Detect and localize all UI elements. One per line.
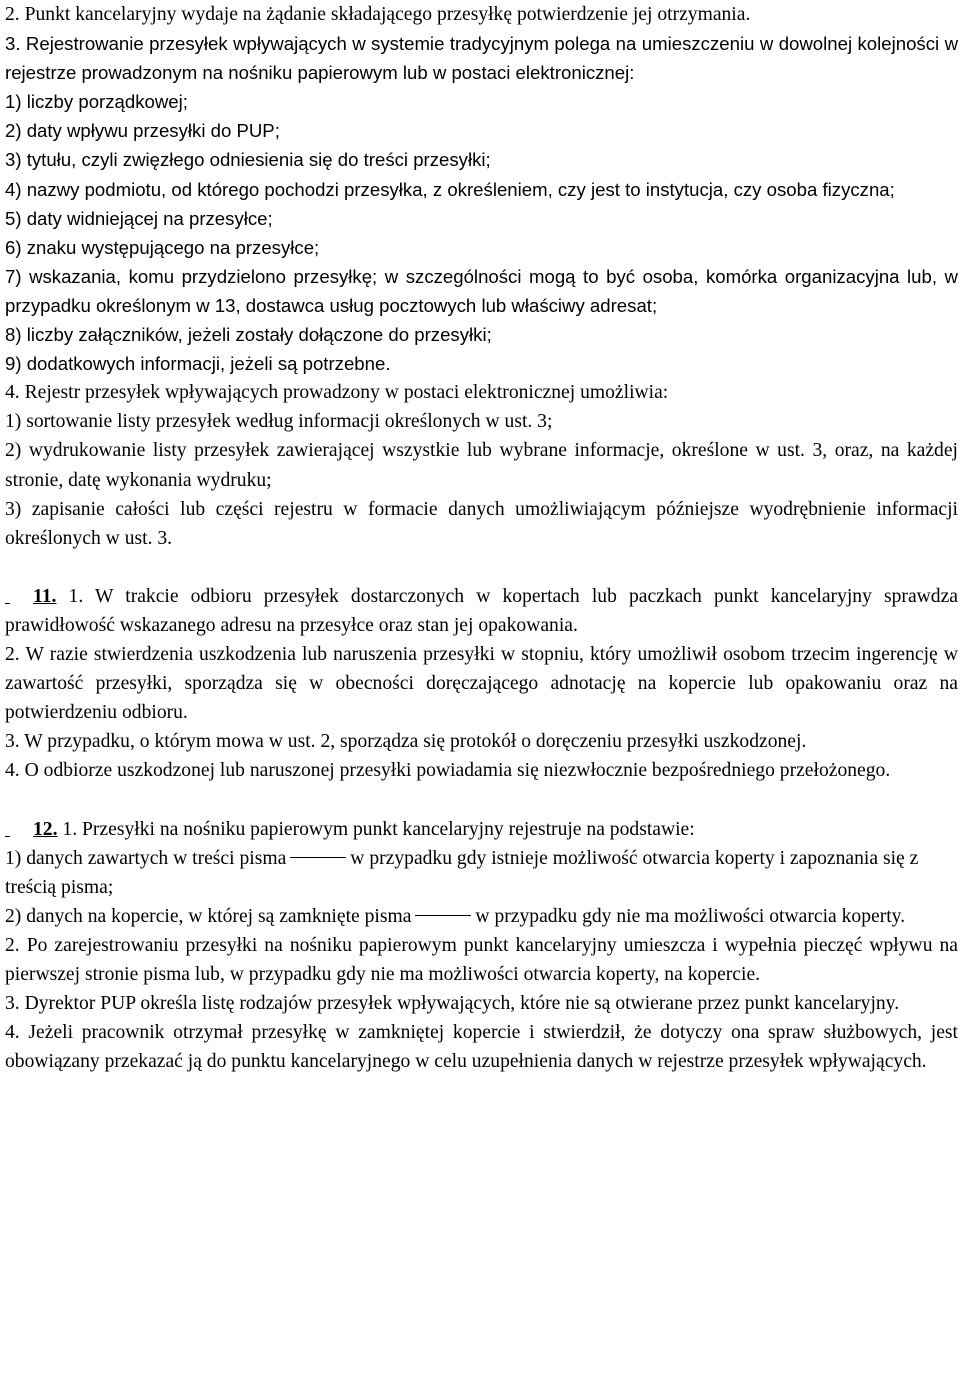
list-item: 3) tytułu, czyli zwięzłego odniesienia się do treści przesyłki; — [5, 149, 491, 171]
section-gap — [5, 786, 958, 815]
paragraph-10-4-intro: 4. Rejestr przesyłek wpływających prowadzony w postaci elektronicznej umożliwia: — [5, 382, 669, 404]
section-11-paragraph-4: 4. O odbiorze uszkodzonej lub naruszonej przesyłki powiadamia się niezwłocznie bezpośredniego przełożonego. — [5, 760, 891, 782]
section-11-paragraph-1: 11. 1. W trakcie odbioru przesyłek dostarczonych w kopertach lub paczkach punkt kancelaryjny sprawdza prawidłowość wskazanego adresu na przesyłce oraz stan jej opakowania. — [5, 585, 958, 636]
list-item: 2) daty wpływu przesyłki do PUP; — [5, 120, 280, 142]
section-12-paragraph-1: 12. 1. Przesyłki na nośniku papierowym punkt kancelaryjny rejestruje na podstawie: — [33, 818, 695, 840]
list-item: 1) danych zawartych w treści pisma w przypadku gdy istnieje możliwość otwarcia koperty i zapoznania się z treścią pisma; — [5, 847, 919, 898]
paragraph-10-3 — [5, 29, 958, 378]
list-item: 2) wydrukowanie listy przesyłek zawierającej wszystkie lub wybrane informacje, określone w ust. 3, oraz, na każdej stronie, datę wykonania wydruku; — [5, 440, 958, 491]
list-item: 4) nazwy podmiotu, od którego pochodzi przesyłka, z określeniem, czy jest to instytucja, czy osoba fizyczna; — [5, 178, 895, 200]
section-12-paragraph-4: 4. Jeżeli pracownik otrzymał przesyłkę w zamkniętej kopercie i stwierdził, że dotyczy ona spraw służbowych, jest obowiązany przekazać ją do punktu kancelaryjnego w celu uzupełnienia danych w rejestrze przesyłek wpływających. — [5, 1022, 958, 1073]
paragraph-10-2: 2. Punkt kancelaryjny wydaje na żądanie składającego przesyłkę potwierdzenie jej otrzymania. — [5, 4, 751, 25]
list-item: 9) dodatkowych informacji, jeżeli są potrzebne. — [5, 353, 391, 375]
list-item: 2) danych na kopercie, w której są zamknięte pisma w przypadku gdy nie ma możliwości otwarcia koperty. — [5, 905, 906, 927]
em-dash — [290, 857, 346, 858]
list-item: 1) liczby porządkowej; — [5, 91, 188, 113]
section-11-paragraph-2: 2. W razie stwierdzenia uszkodzenia lub naruszenia przesyłki w stopniu, który umożliwił osobom trzecim ingerencję w zawartość przesyłki, sporządza się w obecności doręczającego adnotację na kopercie lub opakowaniu oraz na potwierdzeniu odbioru. — [5, 644, 958, 724]
section-number: 11. — [33, 585, 57, 607]
list-item: 8) liczby załączników, jeżeli zostały dołączone do przesyłki; — [5, 324, 492, 346]
section-12 — [5, 815, 958, 1077]
list-item: 6) znaku występującego na przesyłce; — [5, 236, 320, 258]
paragraph-10-3-intro: 3. Rejestrowanie przesyłek wpływających w systemie tradycyjnym polega na umieszczeniu w dowolnej kolejności w rejestrze prowadzonym na nośniku papierowym lub w postaci elektronicznej: — [5, 33, 958, 84]
section-11-paragraph-3: 3. W przypadku, o którym mowa w ust. 2, sporządza się protokół o doręczeniu przesyłki uszkodzonej. — [5, 731, 807, 753]
section-gap — [5, 553, 958, 582]
list-item: 3) zapisanie całości lub części rejestru w formacie danych umożliwiającym późniejsze wyodrębnienie informacji określonych w ust. 3. — [5, 498, 958, 549]
section-11 — [5, 582, 958, 786]
em-dash — [415, 915, 471, 916]
list-item: 5) daty widniejącej na przesyłce; — [5, 207, 273, 229]
section-12-paragraph-2: 2. Po zarejestrowaniu przesyłki na nośniku papierowym punkt kancelaryjny umieszcza i wypełnia pieczęć wpływu na pierwszej stronie pisma lub, w przypadku gdy nie ma możliwości otwarcia koperty, na kopercie. — [5, 935, 958, 986]
section-12-paragraph-3: 3. Dyrektor PUP określa listę rodzajów przesyłek wpływających, które nie są otwierane przez punkt kancelaryjny. — [5, 993, 900, 1015]
list-item: 7) wskazania, komu przydzielono przesyłkę; w szczególności mogą to być osoba, komórka organizacyjna lub, w przypadku określonym w 13, dostawca usług pocztowych lub właściwy adresat; — [5, 265, 958, 316]
section-number: 12. — [33, 818, 58, 840]
list-item: 1) sortowanie listy przesyłek według informacji określonych w ust. 3; — [5, 411, 553, 433]
paragraph-10-4 — [5, 378, 958, 553]
